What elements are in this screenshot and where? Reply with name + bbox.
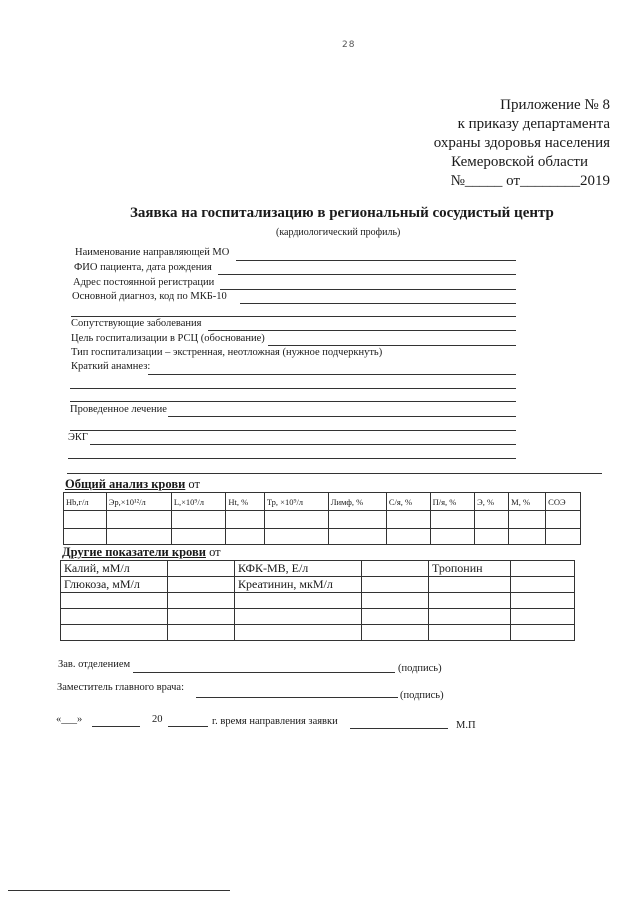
cell[interactable] (362, 609, 429, 625)
blood-test-table (63, 492, 581, 545)
appendix-line-3: охраны здоровья населения (433, 135, 610, 151)
col-limf: Лимф, % (328, 493, 386, 511)
cell[interactable] (475, 529, 509, 545)
page-number: 28 (342, 40, 356, 50)
cell[interactable] (509, 511, 546, 529)
field-anamnesis-line-1[interactable] (148, 374, 516, 375)
cell[interactable] (362, 625, 429, 641)
field-treatment-line-2[interactable] (70, 430, 516, 431)
cell[interactable] (362, 561, 429, 577)
field-treatment-line-1[interactable] (168, 416, 516, 417)
deputy-signature-caption: (подпись) (400, 690, 444, 701)
cell[interactable] (61, 625, 168, 641)
field-anamnesis-label: Краткий анамнез: (71, 361, 151, 372)
field-ekg-label: ЭКГ (68, 432, 89, 443)
appendix-line-1: Приложение № 8 (500, 97, 610, 113)
cell[interactable] (171, 511, 226, 529)
cell[interactable] (429, 625, 511, 641)
field-diagnosis-line-2[interactable] (71, 316, 516, 317)
field-goal-label: Цель госпитализации в РСЦ (обоснование) (71, 333, 265, 344)
field-diagnosis-label: Основной диагноз, код по МКБ-10 (72, 291, 227, 302)
field-ekg-line-2[interactable] (68, 458, 516, 459)
other-indicators-heading (62, 545, 221, 560)
date-request-time-label: г. время направления заявки (212, 716, 338, 727)
cell[interactable] (235, 593, 362, 609)
request-time-line[interactable] (350, 728, 448, 729)
field-treatment-label: Проведенное лечение (70, 404, 167, 415)
cell[interactable] (430, 511, 475, 529)
other-indicators-row (61, 609, 575, 625)
field-fio-label: ФИО пациента, дата рождения (74, 262, 212, 273)
cell[interactable] (64, 529, 107, 545)
field-address-line[interactable] (220, 289, 516, 290)
cell[interactable] (546, 529, 581, 545)
label-troponin: Тропонин (429, 561, 511, 577)
cell[interactable] (106, 529, 171, 545)
cell[interactable] (509, 529, 546, 545)
cell[interactable] (511, 625, 575, 641)
other-indicators-row (61, 593, 575, 609)
cell[interactable] (511, 577, 575, 593)
field-ekg-line-1[interactable] (90, 444, 516, 445)
cell[interactable] (328, 511, 386, 529)
deputy-signature-line[interactable] (196, 697, 398, 698)
col-soe: СОЭ (546, 493, 581, 511)
appendix-line-2: к приказу департамента (457, 116, 610, 132)
field-anamnesis-line-2[interactable] (70, 388, 516, 389)
label-creatinine: Креатинин, мкМ/л (235, 577, 362, 593)
other-indicators-table (60, 560, 575, 641)
field-mo-label: Наименование направляющей МО (75, 247, 230, 258)
date-century: 20 (152, 714, 163, 725)
label-potassium: Калий, мМ/л (61, 561, 168, 577)
other-indicators-row (61, 625, 575, 641)
col-ht: Ht, % (226, 493, 264, 511)
cell[interactable] (106, 511, 171, 529)
col-hb: Hb,г/л (64, 493, 107, 511)
date-day: «___» (56, 714, 83, 725)
cell[interactable] (362, 593, 429, 609)
head-signature-caption: (подпись) (398, 663, 442, 674)
field-comorbid-label: Сопутствующие заболевания (71, 318, 202, 329)
cell[interactable] (429, 577, 511, 593)
cell[interactable] (429, 593, 511, 609)
field-anamnesis-line-3[interactable] (70, 401, 516, 402)
blood-test-value-row (64, 511, 581, 529)
cell[interactable] (264, 529, 328, 545)
cell[interactable] (475, 511, 509, 529)
cell[interactable] (511, 609, 575, 625)
cell[interactable] (168, 561, 235, 577)
cell[interactable] (61, 609, 168, 625)
cell[interactable] (430, 529, 475, 545)
cell[interactable] (168, 577, 235, 593)
cell[interactable] (235, 609, 362, 625)
col-tr: Тр, ×10⁹/л (264, 493, 328, 511)
cell[interactable] (511, 593, 575, 609)
other-indicators-heading-text: Другие показатели крови (62, 545, 206, 559)
other-indicators-ot: от (209, 545, 221, 559)
col-sya: С/я, % (386, 493, 430, 511)
col-l: L,×10⁹/л (171, 493, 226, 511)
cell[interactable] (264, 511, 328, 529)
document-subtitle: (кардиологический профиль) (276, 227, 401, 238)
stamp-place: М.П (456, 720, 476, 731)
col-er: Эр,×10¹²/л (106, 493, 171, 511)
cell[interactable] (546, 511, 581, 529)
appendix-block (434, 96, 610, 191)
col-e: Э, % (475, 493, 509, 511)
blood-test-heading (65, 477, 200, 492)
field-goal-line[interactable] (268, 345, 516, 346)
appendix-line-5: №_____ от________2019 (450, 173, 610, 189)
cell[interactable] (226, 529, 264, 545)
cell[interactable] (61, 593, 168, 609)
col-m: М, % (509, 493, 546, 511)
blood-test-heading-text: Общий анализ крови (65, 477, 186, 491)
document-title: Заявка на госпитализацию в региональный сосудистый центр (130, 205, 554, 221)
deputy-chief-label: Заместитель главного врача: (57, 682, 184, 693)
cell[interactable] (226, 511, 264, 529)
date-month-line[interactable] (92, 726, 140, 727)
cell[interactable] (362, 577, 429, 593)
label-glucose: Глюкоза, мМ/л (61, 577, 168, 593)
col-pya: П/я, % (430, 493, 475, 511)
cell[interactable] (511, 561, 575, 577)
cell[interactable] (64, 511, 107, 529)
field-diagnosis-line[interactable] (240, 303, 516, 304)
field-comorbid-line[interactable] (208, 330, 516, 331)
label-ckmb: КФК-МВ, Е/л (235, 561, 362, 577)
footer-line (8, 890, 230, 891)
head-of-department-label: Зав. отделением (58, 659, 131, 670)
cell[interactable] (429, 609, 511, 625)
blood-test-ot: от (188, 477, 200, 491)
cell[interactable] (386, 529, 430, 545)
date-year-line[interactable] (168, 726, 208, 727)
field-address-label: Адрес постоянной регистрации (73, 277, 215, 288)
cell[interactable] (328, 529, 386, 545)
cell[interactable] (168, 593, 235, 609)
cell[interactable] (168, 609, 235, 625)
appendix-line-4: Кемеровской области (451, 154, 588, 170)
cell[interactable] (168, 625, 235, 641)
head-signature-line[interactable] (133, 672, 395, 673)
cell[interactable] (171, 529, 226, 545)
cell[interactable] (386, 511, 430, 529)
field-mo-line[interactable] (236, 260, 516, 261)
field-type-label: Тип госпитализации – экстренная, неотложная (нужное подчеркнуть) (71, 347, 383, 358)
separator-line (67, 473, 602, 474)
field-fio-line[interactable] (218, 274, 516, 275)
blood-test-value-row (64, 529, 581, 545)
cell[interactable] (235, 625, 362, 641)
